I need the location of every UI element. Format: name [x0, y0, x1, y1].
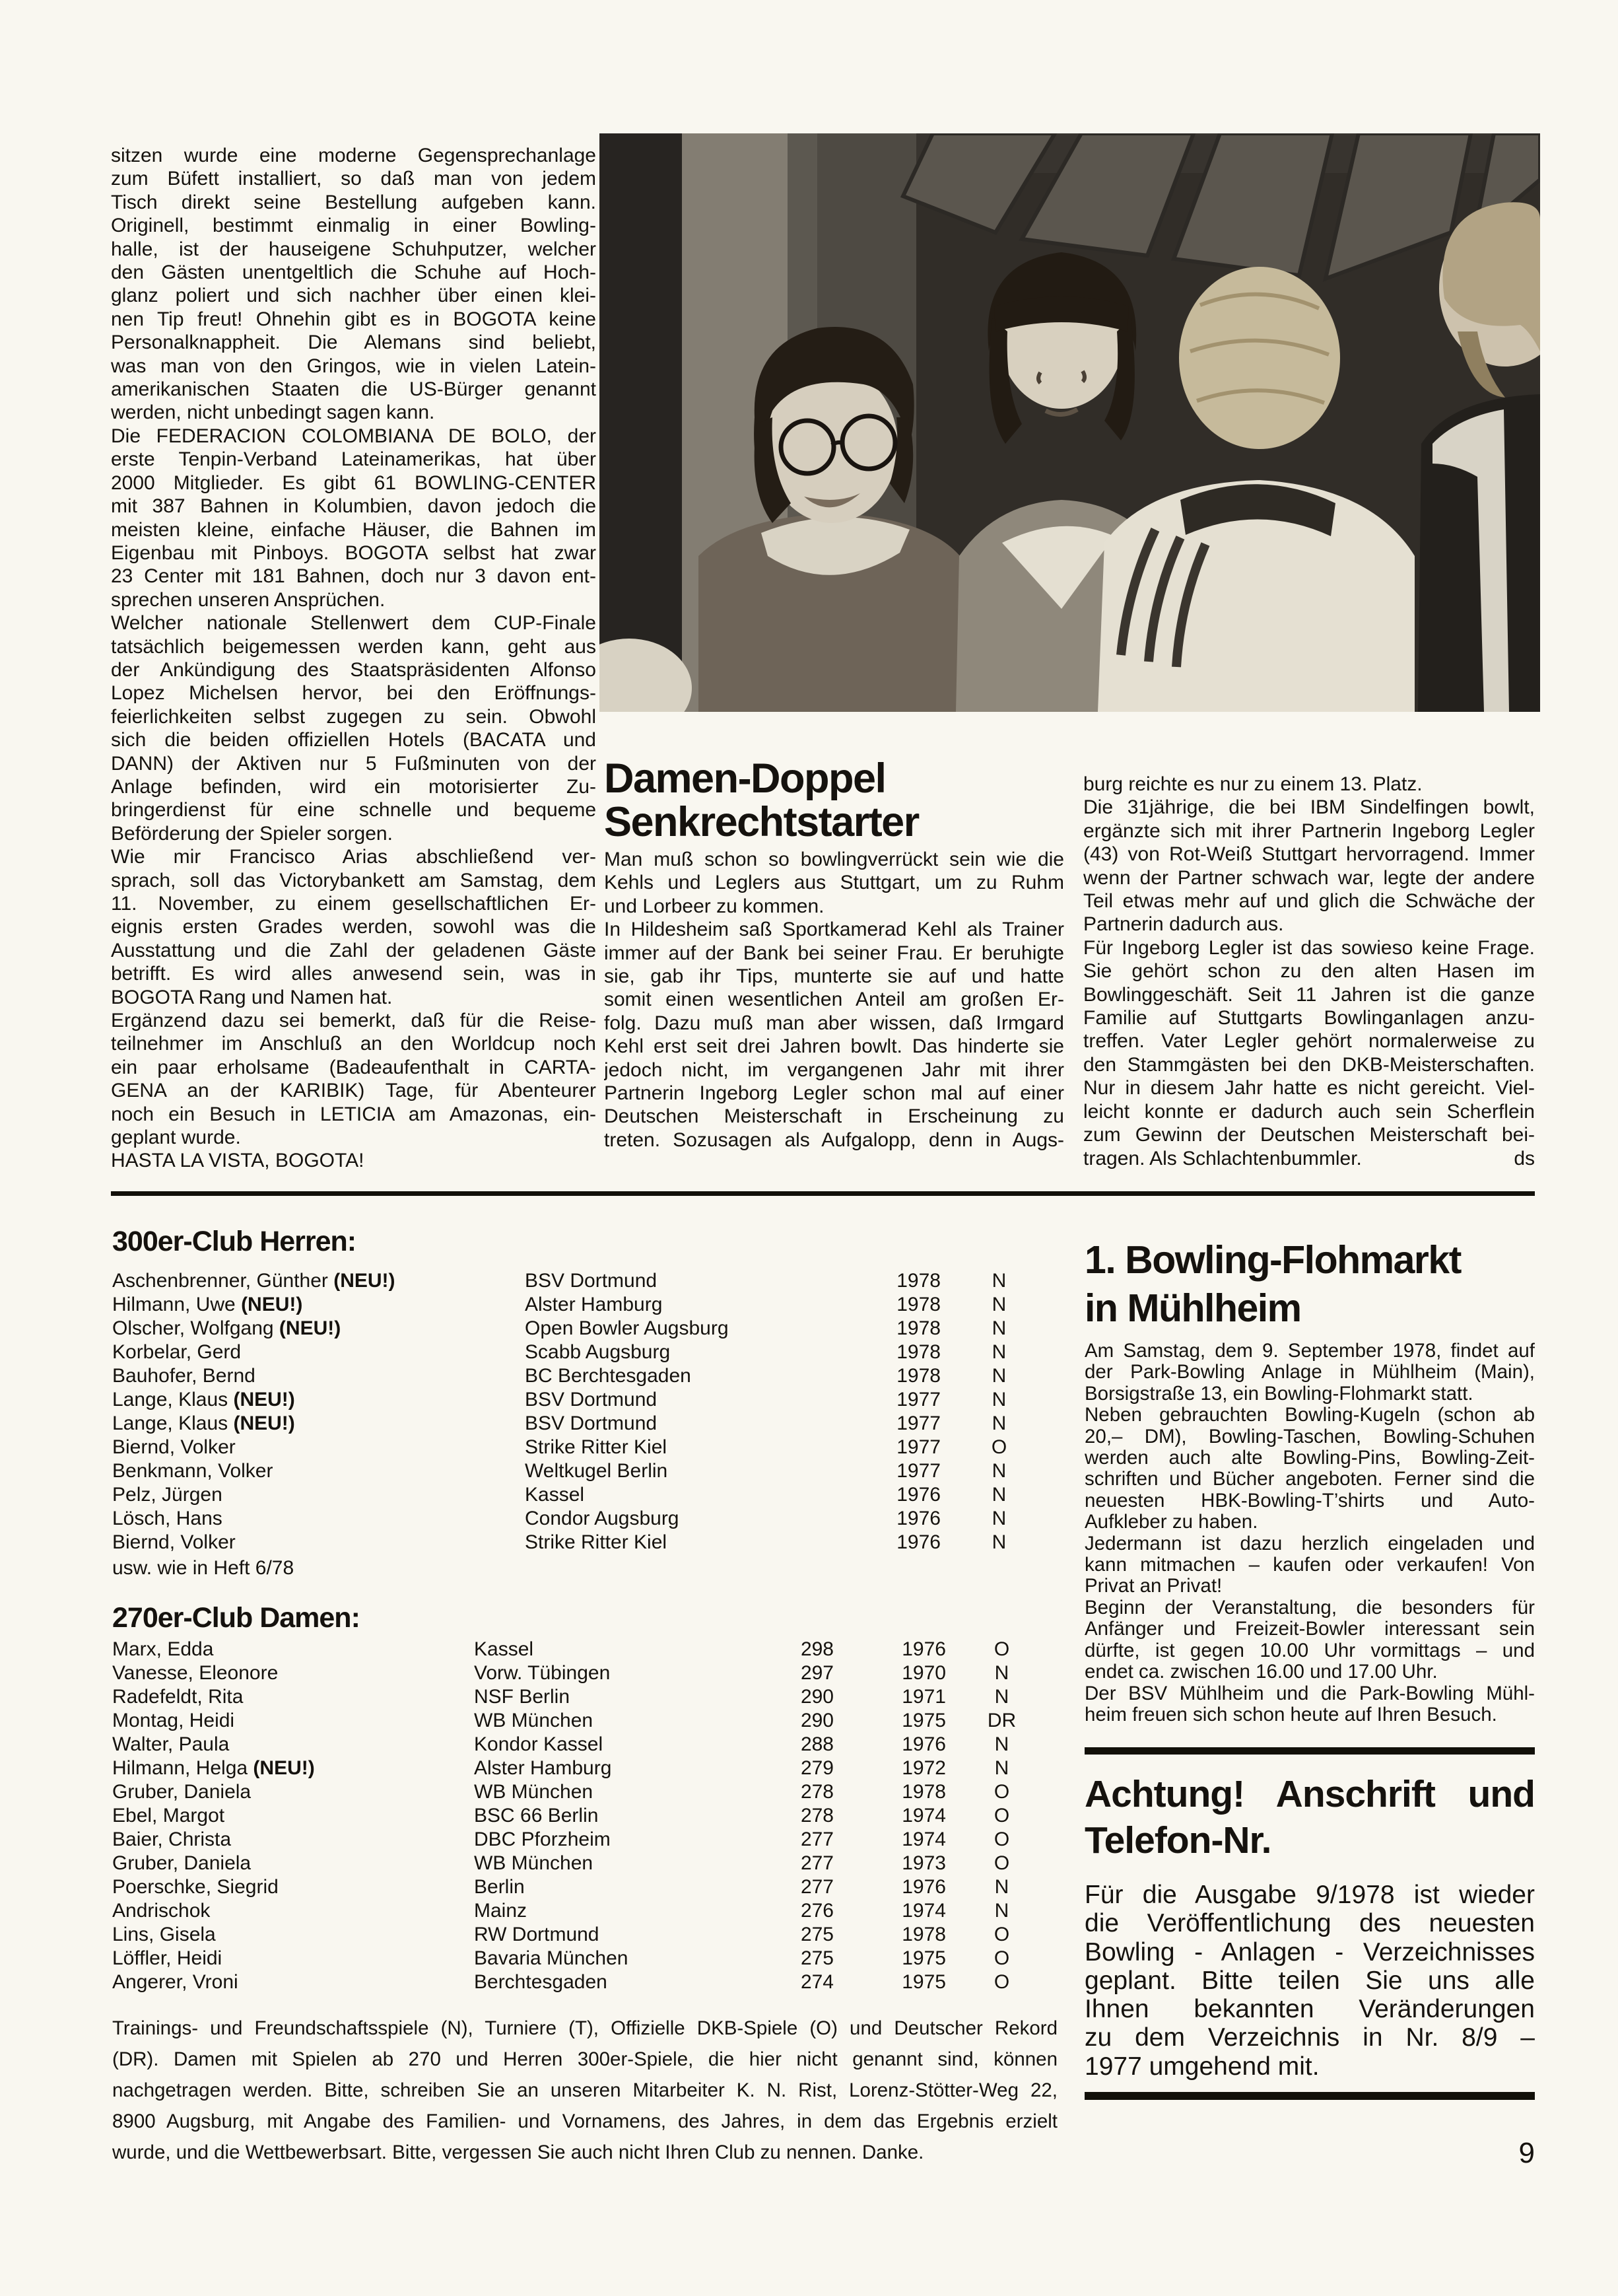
table-row: [112, 1507, 1058, 1531]
text-line: HASTA LA VISTA, BOGOTA!: [111, 1150, 364, 1172]
cell-year: 1977: [896, 1436, 941, 1458]
table-row: [112, 1804, 1058, 1828]
cell-club: Alster Hamburg: [474, 1757, 612, 1779]
club-tables-footnote: [112, 2013, 1058, 2168]
text-line: Borsigstraße 13, ein Bowling-Flohmarkt statt.: [1085, 1383, 1473, 1405]
cell-name: Vanesse, Eleonore: [112, 1662, 279, 1684]
cell-name: Lange, Klaus (NEU!): [112, 1389, 295, 1410]
herren-club-table: [112, 1269, 1058, 1554]
text-line: tragen. Als Schlachtenbummler. ds: [1083, 1147, 1535, 1169]
table-row: [112, 1364, 1058, 1388]
cell-name: Andrischok: [112, 1900, 211, 1922]
cell-code: O: [991, 1436, 1007, 1458]
table-row: [112, 1757, 1058, 1780]
cell-year: 1973: [902, 1852, 946, 1874]
cell-year: 1976: [902, 1638, 946, 1660]
table-row: [112, 1388, 1058, 1412]
text-line: 11. November, zu einem gesellschaftlichen Er-: [111, 893, 596, 915]
text-line: Eigenbau mit Pinboys. BOGOTA selbst hat zwar: [111, 541, 596, 564]
text-line: Aufkleber zu haben.: [1085, 1512, 1258, 1533]
text-line: GENA an der KARIBIK) Tage, für Abenteurer: [111, 1080, 596, 1102]
text-line: mit 387 Bahnen in Kolumbien, davon jedoch die: [111, 495, 596, 518]
cell-score: 276: [800, 1900, 834, 1922]
achtung-article-body: [1085, 1881, 1535, 2081]
text-line: Ihnen bekannten Veränderungen: [1085, 1995, 1535, 2024]
bowlers-photo: [599, 133, 1540, 712]
cell-score: 277: [800, 1852, 834, 1874]
text-line: immer auf der Bank bei seiner Frau. Er beruhigte: [604, 942, 1064, 964]
cell-score: 279: [800, 1757, 834, 1779]
table-row: [112, 1293, 1058, 1317]
cell-name: Korbelar, Gerd: [112, 1341, 242, 1363]
cell-name: Lins, Gisela: [112, 1924, 216, 1945]
text-line: (43) von Rot-Weiß Stuttgart hervorragend. Immer: [1083, 843, 1535, 866]
cell-club: WB München: [474, 1781, 593, 1803]
bogota-article-column: [111, 144, 596, 1173]
cell-club: Kondor Kassel: [474, 1733, 603, 1755]
text-line: sich die beiden offiziellen Hotels (BACATA und: [111, 729, 596, 751]
cell-score: 290: [800, 1686, 834, 1708]
text-line: treten. Sozusagen als Aufgalopp, denn in Augs-: [604, 1129, 1064, 1151]
text-line: sprechen unseren Ansprüchen.: [111, 588, 386, 611]
cell-code: N: [992, 1270, 1007, 1292]
text-line: Kehl erst seit drei Jahren bowlt. Das hinderte sie: [604, 1035, 1064, 1058]
table-row: [112, 1899, 1058, 1923]
table-row: [112, 1638, 1058, 1661]
table-row: [112, 1709, 1058, 1733]
cell-club: Kassel: [525, 1484, 585, 1506]
cell-year: 1974: [902, 1805, 946, 1826]
cell-club: NSF Berlin: [474, 1686, 570, 1708]
damen-club-table: [112, 1638, 1058, 1994]
table-row: [112, 1340, 1058, 1364]
cell-club: Bavaria München: [474, 1947, 628, 1969]
cell-year: 1976: [896, 1531, 941, 1553]
text-line: Bowlinggeschäft. Seit 11 Jahren ist die ganze: [1083, 983, 1535, 1006]
text-line: was man von den Gringos, wie in vielen Latein-: [111, 355, 596, 377]
cell-code: N: [992, 1389, 1007, 1410]
cell-year: 1978: [896, 1365, 941, 1387]
text-line: ergänzte sich mit ihrer Partnerin Ingeborg Legler: [1083, 819, 1535, 842]
text-line: Ausstattung und die Zahl der geladenen Gäste: [111, 939, 596, 961]
cell-club: Open Bowler Augsburg: [525, 1317, 729, 1339]
cell-code: N: [992, 1460, 1007, 1482]
text-line: Wie mir Francisco Arias abschließend ver-: [111, 846, 596, 868]
text-line: ein paar erholsame (Badeaufenthalt in CARTA-: [111, 1056, 596, 1078]
cell-name: Hilmann, Helga (NEU!): [112, 1757, 315, 1779]
table-row: [112, 1947, 1058, 1970]
cell-year: 1978: [896, 1270, 941, 1292]
cell-year: 1976: [896, 1508, 941, 1529]
text-line: Man muß schon so bowlingverrückt sein wie die: [604, 849, 1064, 870]
text-line: noch ein Besuch in LETICIA am Amazonas, ein-: [111, 1103, 596, 1125]
text-line: werden auch alte Bowling-Pins, Bowling-Zeit-: [1085, 1447, 1535, 1469]
cell-year: 1975: [902, 1947, 946, 1969]
text-line: kann mitmachen – kaufen oder verkaufen! Von: [1085, 1554, 1535, 1576]
text-line: Für die Ausgabe 9/1978 ist wieder: [1085, 1881, 1535, 1909]
cell-club: BSV Dortmund: [525, 1389, 657, 1410]
cell-year: 1971: [902, 1686, 946, 1708]
text-line: die Veröffentlichung des neuesten: [1085, 1909, 1535, 1938]
cell-code: O: [994, 1805, 1010, 1826]
text-line: Damen-Doppel: [604, 757, 886, 800]
text-line: in Mühlheim: [1085, 1286, 1301, 1330]
cell-code: N: [994, 1876, 1009, 1898]
text-line: und Lorbeer zu kommen.: [604, 895, 825, 917]
cell-year: 1978: [902, 1924, 946, 1945]
cell-name: Angerer, Vroni: [112, 1971, 238, 1993]
cell-club: BC Berchtesgaden: [525, 1365, 691, 1387]
cell-name: Walter, Paula: [112, 1733, 230, 1755]
cell-name: Lange, Klaus (NEU!): [112, 1412, 295, 1434]
text-line: 20,– DM), Bowling-Taschen, Bowling-Schuhen: [1085, 1426, 1535, 1447]
article-title-damen-doppel: [604, 757, 1079, 844]
cell-code: N: [992, 1531, 1007, 1553]
table-row: [112, 1317, 1058, 1340]
text-line: Nur in diesem Jahr hatte es nicht gereicht. Viel-: [1083, 1077, 1535, 1099]
cell-code: N: [992, 1294, 1007, 1315]
cell-code: O: [994, 1852, 1010, 1874]
text-line: leicht konnte er dadurch auch sein Scherflein: [1083, 1100, 1535, 1123]
text-line: Senkrechtstarter: [604, 800, 919, 844]
text-line: Anfänger und Freizeit-Bowler interessant sein: [1085, 1618, 1535, 1640]
cell-score: 297: [800, 1662, 834, 1684]
cell-year: 1976: [902, 1876, 946, 1898]
text-line: Partnerin Ingeborg Legler schon mal auf einer: [604, 1082, 1064, 1105]
table-row: [112, 1852, 1058, 1875]
cell-code: N: [994, 1757, 1009, 1779]
text-line: 1. Bowling-Flohmarkt: [1085, 1238, 1461, 1282]
text-line: sie, gab ihr Tips, munterte sie auf und hatte: [604, 965, 1064, 988]
text-line: der Ankündigung des Staatspräsidenten Alfonso: [111, 658, 596, 681]
cell-name: Bauhofer, Bernd: [112, 1365, 255, 1387]
text-line: dürfte, ist gegen 10.00 Uhr vormittags – und: [1085, 1640, 1535, 1661]
text-line: 8900 Augsburg, mit Angabe des Familien- und Vornamens, des Jahres, in dem das Ergebnis erzielt: [112, 2110, 1058, 2132]
text-line: geplant. Bitte teilen Sie uns alle: [1085, 1966, 1535, 1995]
text-line: Die 31jährige, die bei IBM Sindelfingen bowlt,: [1083, 796, 1535, 819]
cell-score: 298: [800, 1638, 834, 1660]
text-line: geplant wurde.: [111, 1127, 241, 1149]
text-line: werden, nicht unbedingt sagen kann.: [111, 401, 435, 424]
table-row: [112, 1661, 1058, 1685]
text-line: feierlichkeiten selbst zugegen zu sein. Obwohl: [111, 705, 596, 728]
text-line: zum Gewinn der Deutschen Meisterschaft bei-: [1083, 1124, 1535, 1146]
herren-club-footer: usw. wie in Heft 6/78: [112, 1557, 294, 1579]
text-line: Beginn der Veranstaltung, die besonders für: [1085, 1597, 1535, 1618]
text-line: meisten kleine, einfache Häuser, die Bahnen im: [111, 518, 596, 541]
cell-name: Pelz, Jürgen: [112, 1484, 222, 1506]
text-line: Ergänzend dazu sei bemerkt, daß für die Reise-: [111, 1010, 596, 1032]
text-line: Jedermann ist dazu herzlich eingeladen und: [1085, 1533, 1535, 1554]
cell-year: 1975: [902, 1971, 946, 1993]
cell-year: 1970: [902, 1662, 946, 1684]
cell-club: Vorw. Tübingen: [474, 1662, 611, 1684]
cell-year: 1976: [896, 1484, 941, 1506]
cell-club: Berchtesgaden: [474, 1971, 607, 1993]
text-line: wenn der Partner schwach war, legte der andere: [1083, 866, 1535, 889]
cell-code: O: [994, 1638, 1010, 1660]
cell-code: O: [994, 1828, 1010, 1850]
text-line: endet ca. zwischen 16.00 und 17.00 Uhr.: [1085, 1661, 1438, 1683]
page-number: 9: [1518, 2137, 1535, 2169]
cell-code: N: [992, 1484, 1007, 1506]
text-line: Beförderung der Spieler sorgen.: [111, 822, 393, 845]
cell-code: N: [992, 1317, 1007, 1339]
cell-code: N: [992, 1341, 1007, 1363]
section-divider: [1085, 2092, 1535, 2100]
author-initials: ds: [1514, 1147, 1535, 1169]
text-line: sitzen wurde eine moderne Gegensprechanlage: [111, 145, 596, 166]
text-line: jedoch nicht, im vergangenen Jahr mit ihrer: [604, 1059, 1064, 1081]
cell-name: Gruber, Daniela: [112, 1852, 252, 1874]
cell-name: Aschenbrenner, Günther (NEU!): [112, 1270, 395, 1292]
article-title-flohmarkt: [1085, 1236, 1540, 1333]
text-line: Anlage befinden, wird ein motorisierter Zu-: [111, 775, 596, 798]
cell-year: 1978: [902, 1781, 946, 1803]
text-line: Originell, bestimmt einmalig in einer Bowling-: [111, 215, 596, 237]
text-line: (DR). Damen mit Spielen ab 270 und Herren 300er-Spiele, die hier nicht genannt sind, können: [112, 2048, 1058, 2070]
cell-name: Marx, Edda: [112, 1638, 214, 1660]
text-line: amerikanischen Staaten die US-Bürger genannt: [111, 378, 596, 401]
cell-name: Benkmann, Volker: [112, 1460, 273, 1482]
text-line: eignis ersten Grades werden, sowohl was die: [111, 916, 596, 938]
cell-code: N: [992, 1365, 1007, 1387]
cell-code: N: [992, 1412, 1007, 1434]
table-row: [112, 1733, 1058, 1757]
herren-club-title: 300er-Club Herren:: [112, 1226, 356, 1257]
cell-code: N: [994, 1900, 1009, 1922]
table-row: [112, 1875, 1058, 1899]
cell-year: 1977: [896, 1389, 941, 1410]
bowlers-photo-illustration: [599, 133, 1540, 712]
table-row: [112, 1459, 1058, 1483]
text-line: Privat an Privat!: [1085, 1576, 1223, 1597]
text-line: nen Tip freut! Ohnehin gibt es in BOGOTA keine: [111, 308, 596, 330]
text-line: sprach, soll das Victorybankett am Samstag, dem: [111, 869, 596, 891]
cell-club: Condor Augsburg: [525, 1508, 679, 1529]
text-line: 1977 umgehend mit.: [1085, 2052, 1320, 2081]
text-line: burg reichte es nur zu einem 13. Platz.: [1083, 773, 1423, 795]
cell-club: RW Dortmund: [474, 1924, 599, 1945]
cell-year: 1978: [896, 1317, 941, 1339]
cell-score: 275: [800, 1947, 834, 1969]
text-line: tatsächlich beigemessen werden kann, geht aus: [111, 635, 596, 658]
text-line: Tisch direkt seine Bestellung aufgeben kann.: [111, 191, 596, 213]
cell-name: Biernd, Volker: [112, 1531, 236, 1553]
cell-club: Scabb Augsburg: [525, 1341, 671, 1363]
cell-score: 277: [800, 1828, 834, 1850]
table-row: [112, 1780, 1058, 1804]
damen-doppel-column-1: [604, 848, 1064, 1152]
cell-code: N: [992, 1508, 1007, 1529]
text-line: Personalknappheit. Die Alemans sind beliebt,: [111, 331, 596, 354]
text-line: Deutschen Meisterschaft in Erscheinung zu: [604, 1105, 1064, 1128]
text-line: neuesten HBK-Bowling-T’shirts und Auto-: [1085, 1490, 1535, 1512]
text-line: treffen. Vater Legler gehört normalerweise zu: [1083, 1030, 1535, 1053]
text-line: Der BSV Mühlheim und die Park-Bowling Mühl-: [1085, 1683, 1535, 1704]
cell-name: Hilmann, Uwe (NEU!): [112, 1294, 303, 1315]
text-line: somit einen wesentlichen Anteil am großen Er-: [604, 989, 1064, 1011]
text-line: In Hildesheim saß Sportkamerad Kehl als Trainer: [604, 919, 1064, 941]
text-line: teilnehmer im Anschluß an den Worldcup noch: [111, 1033, 596, 1055]
text-line: BOGOTA Rang und Namen hat.: [111, 986, 393, 1008]
cell-club: BSV Dortmund: [525, 1412, 657, 1434]
cell-code: O: [994, 1924, 1010, 1945]
text-line: DANN) der Aktiven nur 5 Fußminuten von der: [111, 752, 596, 775]
text-line: 23 Center mit 181 Bahnen, doch nur 3 davon ent-: [111, 565, 596, 588]
cell-club: Mainz: [474, 1900, 527, 1922]
cell-club: Alster Hamburg: [525, 1294, 663, 1315]
cell-club: BSC 66 Berlin: [474, 1805, 599, 1826]
table-row: [112, 1531, 1058, 1554]
text-line: halle, ist der hauseigene Schuhputzer, welcher: [111, 238, 596, 260]
text-line: zu dem Verzeichnis in Nr. 8/9 –: [1085, 2023, 1535, 2052]
text-line: Teil etwas mehr auf und glich die Schwäche der: [1083, 890, 1535, 913]
cell-club: WB München: [474, 1852, 593, 1874]
cell-club: Weltkugel Berlin: [525, 1460, 668, 1482]
cell-score: 278: [800, 1781, 834, 1803]
text-line: Für Ingeborg Legler ist das sowieso keine Frage.: [1083, 936, 1535, 959]
cell-code: N: [994, 1662, 1009, 1684]
text-line: nachgetragen werden. Bitte, schreiben Sie an unseren Mitarbeiter K. N. Rist, Lorenz-Stötter-Weg 22,: [112, 2079, 1058, 2101]
cell-code: N: [994, 1686, 1009, 1708]
text-line: schriften und Bücher angeboten. Ferner sind die: [1085, 1469, 1535, 1490]
cell-club: BSV Dortmund: [525, 1270, 657, 1292]
damen-club-title: 270er-Club Damen:: [112, 1602, 360, 1634]
table-row: [112, 1412, 1058, 1436]
cell-code: N: [994, 1733, 1009, 1755]
text-line: Sie gehört schon zu den alten Hasen im: [1083, 960, 1535, 983]
cell-score: 288: [800, 1733, 834, 1755]
text-line: Achtung! Anschrift und: [1085, 1773, 1535, 1815]
text-line: glanz poliert und sich nachher über einen klei-: [111, 285, 596, 307]
text-line: Kehls und Leglers aus Stuttgart, um zu Ruhm: [604, 872, 1064, 894]
cell-club: Kassel: [474, 1638, 534, 1660]
cell-score: 278: [800, 1805, 834, 1826]
cell-year: 1977: [896, 1412, 941, 1434]
cell-name: Baier, Christa: [112, 1828, 232, 1850]
cell-code: O: [994, 1947, 1010, 1969]
cell-score: 275: [800, 1924, 834, 1945]
text-line: Neben gebrauchten Bowling-Kugeln (schon ab: [1085, 1405, 1535, 1426]
article-title-achtung: [1085, 1771, 1535, 1863]
cell-name: Löffler, Heidi: [112, 1947, 222, 1969]
cell-club: WB München: [474, 1710, 593, 1731]
cell-name: Lösch, Hans: [112, 1508, 222, 1529]
cell-name: Ebel, Margot: [112, 1805, 225, 1826]
table-row: [112, 1685, 1058, 1709]
text-line: betrifft. Es wird alles anwesend sein, was in: [111, 963, 596, 985]
cell-name: Poerschke, Siegrid: [112, 1876, 279, 1898]
cell-score: 274: [800, 1971, 834, 1993]
table-row: [112, 1923, 1058, 1947]
cell-name: Gruber, Daniela: [112, 1781, 252, 1803]
cell-year: 1976: [902, 1733, 946, 1755]
cell-year: 1977: [896, 1460, 941, 1482]
cell-code: O: [994, 1781, 1010, 1803]
cell-name: Montag, Heidi: [112, 1710, 235, 1731]
text-line: zum Büfett installiert, so daß man von jedem: [111, 168, 596, 190]
text-line: Familie auf Stuttgarts Bowlinganlagen anzu-: [1083, 1007, 1535, 1029]
text-line: Partnerin dadurch aus.: [1083, 913, 1284, 936]
table-row: [112, 1269, 1058, 1293]
text-line: wurde, und die Wettbewerbsart. Bitte, vergessen Sie auch nicht Ihren Club zu nennen. Danke.: [112, 2141, 924, 2163]
cell-code: DR: [987, 1710, 1017, 1731]
cell-club: Berlin: [474, 1876, 525, 1898]
cell-score: 290: [800, 1710, 834, 1731]
cell-name: Olscher, Wolfgang (NEU!): [112, 1317, 341, 1339]
flohmarkt-article-body: [1085, 1340, 1535, 1725]
cell-year: 1978: [896, 1294, 941, 1315]
text-line: Telefon-Nr.: [1085, 1819, 1271, 1861]
text-line: Welcher nationale Stellenwert dem CUP-Finale: [111, 612, 596, 635]
text-line: der Park-Bowling Anlage in Mühlheim (Main),: [1085, 1362, 1535, 1383]
text-line: Die FEDERACION COLOMBIANA DE BOLO, der: [111, 425, 596, 447]
text-line: heim freuen sich schon heute auf Ihren Besuch.: [1085, 1704, 1497, 1725]
text-line: folg. Dazu muß man aber wissen, daß Irmgard: [604, 1012, 1064, 1034]
text-line: erste Tenpin-Verband Lateinamerikas, hat über: [111, 448, 596, 471]
cell-club: Strike Ritter Kiel: [525, 1531, 667, 1553]
text-line: Trainings- und Freundschaftsspiele (N), Turniere (T), Offizielle DKB-Spiele (O) und Deutscher Rekord: [112, 2017, 1058, 2039]
table-row: [112, 1436, 1058, 1459]
text-line: 2000 Mitglieder. Es gibt 61 BOWLING-CENTER: [111, 471, 596, 494]
text-line: Am Samstag, dem 9. September 1978, findet auf: [1085, 1340, 1535, 1362]
cell-year: 1972: [902, 1757, 946, 1779]
text-line: Lopez Michelsen hervor, bei den Eröffnungs-: [111, 682, 596, 705]
cell-year: 1975: [902, 1710, 946, 1731]
cell-club: Strike Ritter Kiel: [525, 1436, 667, 1458]
table-row: [112, 1483, 1058, 1507]
table-row: [112, 1970, 1058, 1994]
cell-year: 1974: [902, 1900, 946, 1922]
text-line: den Gästen unentgeltlich die Schuhe auf Hoch-: [111, 261, 596, 284]
cell-code: O: [994, 1971, 1010, 1993]
text-line: Bowling - Anlagen - Verzeichnisses: [1085, 1937, 1535, 1966]
section-divider: [1085, 1747, 1535, 1755]
cell-name: Biernd, Volker: [112, 1436, 236, 1458]
damen-doppel-column-2: [1083, 773, 1535, 1170]
section-divider: [111, 1191, 1535, 1196]
text-line: bringerdienst für eine schnelle und bequeme: [111, 799, 596, 821]
cell-year: 1974: [902, 1828, 946, 1850]
cell-year: 1978: [896, 1341, 941, 1363]
cell-score: 277: [800, 1876, 834, 1898]
text-line: den Stammgästen bei den DKB-Meisterschaften.: [1083, 1053, 1535, 1076]
cell-name: Radefeldt, Rita: [112, 1686, 244, 1708]
table-row: [112, 1828, 1058, 1852]
cell-club: DBC Pforzheim: [474, 1828, 611, 1850]
